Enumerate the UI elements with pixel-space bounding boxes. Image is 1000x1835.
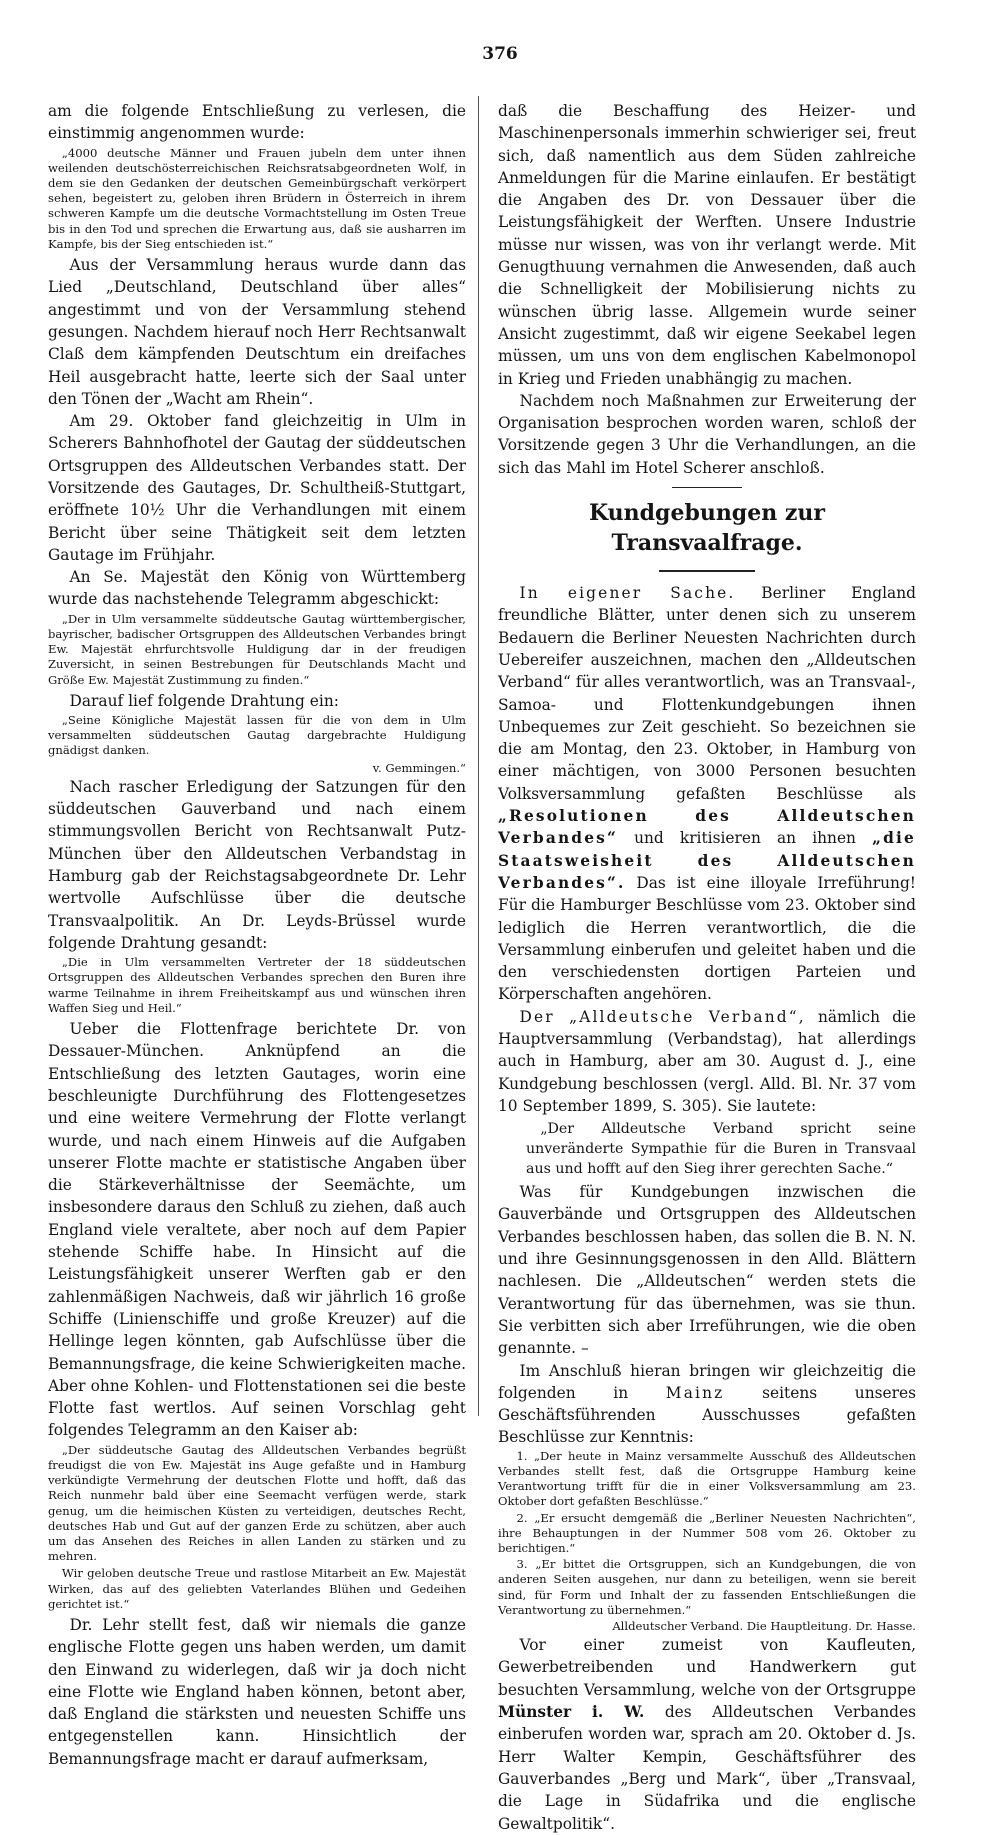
quote-reply: „Seine Königliche Majestät lassen für die von dem in Ulm versammelten süddeutschen Gautag dargebrachte Huldigung gnädigst danken. xyxy=(48,713,466,758)
list-item: 2. „Er ersucht demgemäß die „Berliner Neuesten Nachrichten“, ihre Behauptungen in der Nummer 508 vom 26. Oktober zu berichtigen.“ xyxy=(498,1510,916,1555)
emphasis: „Resolutionen des Alldeutschen Verbandes“ xyxy=(498,807,916,848)
emphasis: „die Staatsweisheit des Alldeutschen Verbandes“. xyxy=(498,829,916,892)
paragraph xyxy=(498,1634,916,1835)
paragraph: daß die Beschaffung des Heizer- und Maschinenpersonals immerhin schwieriger sei, freut sich, daß namentlich aus dem Süden zahlreiche Anmeldungen für die Marine einlaufen. Er bestätigt die Angaben des Dr. von Dessauer über die Leistungsfähigkeit der Werften. Unsere Industrie müsse nur wissen, was von ihr verlangt werde. Mit Genugthuung vernahmen die Anwesenden, daß auch die Schnelligkeit der Mobilisierung nichts zu wünschen übrig lasse. Allgemein wurde seiner Ansicht zugestimmt, daß wir eigene Seekabel legen müssen, um uns von dem englischen Kabelmonopol in Krieg und Frieden unabhängig zu machen. xyxy=(498,102,916,388)
list-item: 1. „Der heute in Mainz versammelte Ausschuß des Alldeutschen Verbandes stellt fest, daß die Ortsgruppe Hamburg keine Verantwortung trifft für die in einer Volksversammlung am 23. Oktober dort gefaßten Beschlüsse.“ xyxy=(498,1448,916,1509)
paragraph xyxy=(498,582,916,1006)
text: Berliner England freundliche Blätter, unter denen sich zu unserem Bedauern die Berliner Neuesten Nachrichten durch Uebereifer auszeichnen, machen den „Alldeutschen Verband“ für alles verantwortlich, was an Transvaal-, Samoa- und Flottenkundgebungen ihnen Unbequemes zur Zeit geschieht. So bezeichnen sie die am Montag, den 23. Oktober, in Hamburg von einer mächtigen, von 3000 Personen besuchten Volksversammlung gefaßten Beschlüsse als xyxy=(498,584,916,803)
right-column xyxy=(498,100,916,1833)
quote-telegram-leyds: „Die in Ulm versammelten Vertreter der 18 süddeutschen Ortsgruppen des Alldeutschen Verbandes sprechen den Buren ihre warme Teilnahme in ihrem Freiheitskampf aus und wünschen ihren Waffen Sieg und Heil.“ xyxy=(48,955,466,1015)
paragraph: Nach rascher Erledigung der Satzungen für den süddeutschen Gauverband und nach einem stimmungsvollen Bericht von Rechtsanwalt Putz-München über den Alldeutschen Verbandstag in Hamburg gab der Reichstagsabgeordnete Dr. Lehr wertvolle Aufschlüsse über die deutsche Transvaalpolitik. An Dr. Leyds-Brüssel wurde folgende Drahtung gesandt: xyxy=(48,777,466,952)
paragraph: Dr. Lehr stellt fest, daß wir niemals die ganze englische Flotte gegen uns haben werden, um damit den Einwand zu widerlegen, daß wir ja doch nicht eine Flotte wie England haben können, betont aber, daß England die stärksten und neuesten Schiffe uns entgegenstellen kann. Hinsichtlich der Bemannungsfrage macht er darauf aufmerksam, xyxy=(48,1615,466,1768)
section-rule xyxy=(672,487,742,488)
text: des Alldeutschen Verbandes einberufen worden war, sprach am 20. Oktober d. Js. Herr Walter Kempin, Geschäftsführer des Gauverbandes „Berg und Mark“, über „Transvaal, die Lage in Südafrika und die englische Gewaltpolitik“. xyxy=(498,1703,916,1833)
heading-rule xyxy=(659,570,755,572)
paragraph: An Se. Majestät den König von Württemberg wurde das nachstehende Telegramm abgeschickt: xyxy=(48,568,466,609)
quote-signature: v. Gemmingen.“ xyxy=(372,760,466,775)
emphasis: Der „Alldeutsche Verband“, xyxy=(519,1007,806,1026)
emphasis: Münster i. W. xyxy=(498,1703,645,1722)
paragraph: Was für Kundgebungen inzwischen die Gauverbände und Ortsgruppen des Alldeutschen Verbandes beschlossen haben, das sollen die B. N. N. und ihre Gesinnungsgenossen in den Alld. Blättern nachlesen. Die „Alldeutschen“ werden stets die Verantwortung für das übernehmen, was sie thun. Sie verbitten sich aber Irreführungen, wie die oben genannte. – xyxy=(498,1183,916,1358)
text: Im Anschluß hieran bringen wir gleichzeitig die folgenden in xyxy=(498,1361,916,1402)
column-divider xyxy=(478,96,479,1416)
left-column xyxy=(48,100,466,1768)
quote-verband: „Der Alldeutsche Verband spricht seine unveränderte Sympathie für die Buren in Transvaal aus und hofft auf den Sieg ihrer gerechten Sache.“ xyxy=(526,1121,916,1178)
quote-resolution-wolf: „4000 deutsche Männer und Frauen jubeln dem unter ihnen weilenden deutschösterreichischen Reichsratsabgeordneten Wolf, in dem sie den Gedanken der deutschen Gemeinbürgschaft verkörpert sehen, begeistert zu, geloben ihren Brüdern in Österreich in ihrem schweren Kampfe um die deutsche Vormachtstellung im Osten Treue bis in den Tod und sprechen die Erwartung aus, daß sie ausharren im Kampfe, bis der Sieg entschieden ist.“ xyxy=(48,145,466,251)
section-heading: Kundgebungen zur Transvaalfrage. xyxy=(589,500,825,557)
text: Das ist eine illoyale Irreführung! Für die Hamburger Beschlüsse vom 23. Oktober sind lediglich die Herren verantwortlich, die die Versammlung einberufen und geleitet haben und die den verschiedensten dortigen Parteien und Körperschaften angehören. xyxy=(498,873,916,1004)
emphasis: Mainz xyxy=(665,1383,725,1402)
page-number: 376 xyxy=(482,44,518,64)
paragraph xyxy=(498,1360,916,1449)
paragraph: Darauf lief folgende Drahtung ein: xyxy=(69,691,339,710)
signature: Alldeutscher Verband. Die Hauptleitung. Dr. Hasse. xyxy=(612,1618,916,1633)
paragraph: Ueber die Flottenfrage berichtete Dr. von Dessauer-München. Anknüpfend an die Entschließung des letzten Gautages, worin eine beschleunigte Durchführung des Flottengesetzes und eine weitere Vermehrung der Flotte verlangt wurde, und nach einem Hinweis auf die Aufgaben unserer Flotte machte er statistische Angaben über die Stärkeverhältnisse der Seemächte, um insbesondere daraus den Schluß zu ziehen, daß auch England viele veraltete, aber noch auf dem Papier stehende Schiffe habe. In Hinsicht auf die Leistungsfähigkeit unserer Werften gab er den zahlenmäßigen Nachweis, daß wir jährlich 16 große Schiffe (Linienschiffe und große Kreuzer) auf die Hellinge legen könnten, gab Aufschlüsse über die Bemannungsfrage, die keine Schwierigkeiten mache. Aber ohne Kohlen- und Flottenstationen sei die beste Flotte fast wertlos. Auf seinen Vorschlag geht folgendes Telegramm an den Kaiser ab: xyxy=(48,1020,466,1440)
text: Vor einer zumeist von Kaufleuten, Gewerbetreibenden und Handwerkern gut besuchten Versammlung, welche von der Ortsgruppe xyxy=(498,1636,916,1699)
paragraph: Am 29. Oktober fand gleichzeitig in Ulm in Scherers Bahnhofhotel der Gautag der süddeutschen Ortsgruppen des Alldeutschen Verbandes statt. Der Vorsitzende des Gautages, Dr. Schultheiß-Stuttgart, eröffnete 10½ Uhr die Verhandlungen mit einem Bericht über seine Thätigkeit seit dem letzten Gautage im Frühjahr. xyxy=(48,412,466,564)
paragraph xyxy=(498,1006,916,1117)
text: und kritisieren an ihnen xyxy=(634,829,856,848)
paragraph: Aus der Versammlung heraus wurde dann das Lied „Deutschland, Deutschland über alles“ angestimmt und von der Versammlung stehend gesungen. Nachdem hierauf noch Herr Rechtsanwalt Claß dem kämpfenden Deutschtum ein dreifaches Heil ausgebracht hatte, leerte sich der Saal unter den Tönen der „Wacht am Rhein“. xyxy=(48,256,466,408)
text: seitens unseres Geschäftsführenden Ausschusses gefaßten Beschlüsse zur Kenntnis: xyxy=(498,1383,916,1447)
text: nämlich die Hauptversammlung (Verbandstag), hat allerdings auch in Hamburg, aber am 30. August d. J., eine Kundgebung beschlossen (vergl. Alld. Bl. Nr. 37 vom 10 September 1899, S. 305). Sie lautete: xyxy=(498,1007,916,1115)
lead-in: In eigener Sache. xyxy=(519,584,736,603)
quote-telegram-kaiser: „Der süddeutsche Gautag des Alldeutschen Verbandes begrüßt freudigst die von Ew. Majestät ins Auge gefaßte und in Hamburg verkündigte Vermehrung der deutschen Flotte und hofft, daß das Reich nunmehr bald über eine Seemacht verfügen werde, stark genug, um die heimischen Küsten zu verteidigen, deutsches Recht, deutsches Hab und Gut auf der ganzen Erde zu schützen, aber auch um das Ansehen des Reiches in allen Landen zu stärken und zu mehren. xyxy=(48,1442,466,1564)
paragraph: am die folgende Entschließung zu verlesen, die einstimmig angenommen wurde: xyxy=(48,102,466,143)
quote-telegram-king: „Der in Ulm versammelte süddeutsche Gautag württembergischer, bayrischer, badischer Ortsgruppen des Alldeutschen Verbandes bringt Ew. Majestät ehrfurchtsvolle Huldigung dar in der freudigen Zuversicht, in seinen Bestrebungen für Deutschlands Macht und Größe Ew. Majestät Zustimmung zu finden.“ xyxy=(48,611,466,687)
paragraph: Nachdem noch Maßnahmen zur Erweiterung der Organisation besprochen worden waren, schloß der Vorsitzende gegen 3 Uhr die Verhandlungen, an die sich das Mahl im Hotel Scherer anschloß. xyxy=(498,391,916,477)
list-item: 3. „Er bittet die Ortsgruppen, sich an Kundgebungen, die von anderen Seiten ausgehen, nur dann zu beteiligen, wenn sie bereit sind, für Form und Inhalt der zu fassenden Entschließungen die Verantwortung zu übernehmen.“ xyxy=(498,1557,916,1617)
quote-telegram-kaiser-cont: Wir geloben deutsche Treue und rastlose Mitarbeit an Ew. Majestät Wirken, das auf des geliebten Vaterlandes Blühen und Gedeihen gerichtet ist.“ xyxy=(48,1566,466,1611)
